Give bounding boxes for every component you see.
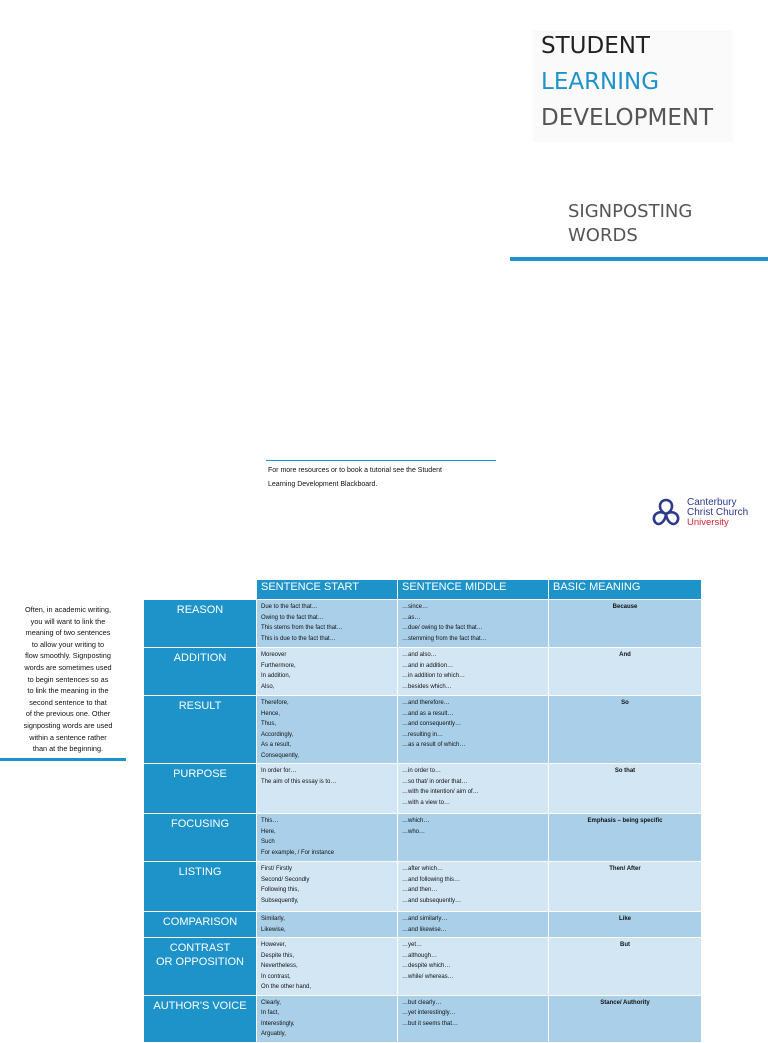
intro-line: of the previous one. Other <box>25 709 111 719</box>
sentence-start-phrase: Hence, <box>261 710 281 717</box>
document-title <box>568 200 692 248</box>
sentence-middle-phrase: …and as a result… <box>402 710 454 717</box>
title-underline <box>510 257 768 261</box>
sentence-start-cell <box>257 648 398 696</box>
sentence-start-phrase: In order for… <box>261 768 297 774</box>
intro-line: signposting words are used <box>23 720 113 730</box>
header-sentence-middle: SENTENCE MIDDLE <box>398 580 549 600</box>
sentence-start-phrase: Moreover <box>261 652 287 658</box>
sentence-start-phrase: The aim of this essay is to… <box>261 778 337 785</box>
row-category <box>144 696 257 764</box>
resources-divider <box>266 460 496 461</box>
row-category <box>144 862 257 912</box>
sentence-start-phrase: Also, <box>261 683 275 690</box>
row-category-label: ADDITION <box>173 652 227 664</box>
sentence-middle-phrase: …and likewise… <box>402 926 447 933</box>
sentence-start-phrase: This is due to the fact that… <box>261 635 336 642</box>
intro-line: to link the meaning in the <box>27 686 109 696</box>
university-emblem-icon <box>649 496 683 530</box>
row-category-label: OR OPPOSITION <box>155 956 244 968</box>
sentence-middle-phrase: …in addition to which… <box>402 673 466 679</box>
sentence-middle-phrase: …yet… <box>402 942 423 948</box>
sentence-middle-phrase: …yet interestingly… <box>402 1010 456 1016</box>
row-category-label: CONTRAST <box>169 942 231 954</box>
sentence-middle-phrase: …and in addition… <box>402 662 454 669</box>
sentence-middle-cell <box>398 995 549 1042</box>
brand-block <box>533 30 733 142</box>
sentence-middle-phrase: …but clearly… <box>402 999 442 1006</box>
sentence-middle-phrase: …although… <box>402 952 438 959</box>
row-category-label: RESULT <box>178 700 222 712</box>
logo-line2: Christ Church <box>687 507 749 518</box>
sentence-middle-phrase: …and following this… <box>402 876 461 883</box>
row-category-label: COMPARISON <box>162 916 238 928</box>
intro-divider <box>0 758 126 761</box>
sentence-start-cell <box>257 696 398 764</box>
intro-line: to begin sentences so as <box>27 674 109 684</box>
row-category-label: FOCUSING <box>170 818 230 830</box>
sentence-start-phrase: Consequently, <box>261 752 299 759</box>
sentence-start-phrase: Thus, <box>261 721 277 727</box>
sentence-start-phrase: In contrast, <box>261 973 291 980</box>
sentence-middle-cell <box>398 696 549 764</box>
sentence-middle-phrase: …and subsequently… <box>402 897 462 904</box>
document-title-line2: WORDS <box>568 225 638 246</box>
row-category <box>144 912 257 938</box>
sentence-middle-phrase: …and also… <box>402 652 437 658</box>
table-row <box>144 938 702 996</box>
sentence-start-cell <box>257 912 398 938</box>
basic-meaning-cell: Emphasis – being specific <box>549 814 702 862</box>
sentence-middle-cell <box>398 600 549 648</box>
sentence-start-phrase: As a result, <box>261 742 292 748</box>
table-row <box>144 814 702 862</box>
row-category-label: PURPOSE <box>173 768 227 780</box>
sentence-start-phrase: Here, <box>261 828 276 835</box>
sentence-start-cell <box>257 764 398 814</box>
sentence-start-phrase: Accordingly, <box>261 731 294 738</box>
sentence-start-phrase: Following this, <box>261 887 300 893</box>
sentence-middle-phrase: …and then… <box>402 887 438 893</box>
row-category-label: REASON <box>176 604 224 616</box>
header-basic-meaning: BASIC MEANING <box>549 580 702 600</box>
table-body <box>144 600 702 1043</box>
sentence-middle-cell <box>398 648 549 696</box>
sentence-middle-phrase: …since… <box>402 604 429 610</box>
sentence-middle-phrase: …after which… <box>402 866 444 872</box>
sentence-middle-phrase: …but it seems that… <box>402 1020 459 1027</box>
sentence-start-phrase: Owing to the fact that… <box>261 614 324 621</box>
signposting-table <box>143 579 702 1043</box>
sentence-start-phrase: In addition, <box>261 673 291 679</box>
brand-line-student: STUDENT <box>541 33 650 59</box>
intro-line: than at the beginning. <box>32 744 104 754</box>
sentence-start-phrase: First/ Firstly <box>261 866 292 872</box>
table-row <box>144 862 702 912</box>
sentence-start-phrase: Clearly, <box>261 999 281 1006</box>
sentence-middle-phrase: …as… <box>402 614 421 621</box>
basic-meaning-cell: Stance/ Authority <box>549 995 702 1042</box>
sentence-start-phrase: Furthermore, <box>261 662 296 669</box>
intro-line: Often, in academic writing, <box>25 605 111 614</box>
sentence-middle-phrase: …stemming from the fact that… <box>402 635 487 642</box>
sentence-middle-cell <box>398 938 549 996</box>
sentence-start-phrase: Similarly, <box>261 916 285 922</box>
intro-line: second sentence to that <box>29 697 107 707</box>
sentence-middle-cell <box>398 814 549 862</box>
sentence-start-phrase: Due to the fact that… <box>261 604 318 610</box>
row-category-label: LISTING <box>178 866 222 878</box>
sentence-middle-cell <box>398 862 549 912</box>
sentence-start-phrase: This… <box>261 818 279 824</box>
row-category <box>144 995 257 1042</box>
sentence-start-phrase: Therefore, <box>261 700 289 706</box>
basic-meaning-cell: Like <box>549 912 702 938</box>
brand-line-development: DEVELOPMENT <box>541 105 714 131</box>
resources-note <box>268 464 498 492</box>
basic-meaning-cell: Then/ After <box>549 862 702 912</box>
table-row <box>144 995 702 1042</box>
row-category <box>144 938 257 996</box>
table-row <box>144 600 702 648</box>
logo-line3: University <box>687 517 729 528</box>
sentence-start-cell <box>257 995 398 1042</box>
sentence-start-cell <box>257 862 398 912</box>
sentence-middle-phrase: …in order to… <box>402 768 442 774</box>
sentence-start-phrase: This stems from the fact that… <box>261 625 343 631</box>
sentence-middle-phrase: …besides which… <box>402 683 452 690</box>
sentence-start-phrase: Arguably, <box>261 1031 286 1037</box>
basic-meaning-cell: So <box>549 696 702 764</box>
sentence-middle-phrase: …despite which… <box>402 963 451 969</box>
row-category <box>144 600 257 648</box>
table-row <box>144 648 702 696</box>
sentence-start-phrase: For example, / For instance <box>261 849 335 856</box>
row-category-label: AUTHOR'S VOICE <box>153 999 247 1012</box>
resources-note-line2: Learning Development Blackboard. <box>268 481 378 488</box>
brand-line-learning: LEARNING <box>541 69 660 95</box>
resources-note-line1: For more resources or to book a tutorial see the Student <box>268 467 442 474</box>
sentence-middle-phrase: …while/ whereas… <box>402 973 454 980</box>
basic-meaning-cell: Because <box>549 600 702 648</box>
sentence-middle-phrase: …with the intention/ aim of… <box>402 789 479 795</box>
intro-line: within a sentence rather <box>29 732 107 742</box>
intro-line: you will want to link the <box>30 616 106 626</box>
table-corner <box>144 580 257 600</box>
sentence-middle-cell <box>398 912 549 938</box>
row-category <box>144 764 257 814</box>
sentence-start-phrase: Nevertheless, <box>261 963 298 969</box>
intro-line: flow smoothly. Signposting <box>25 651 111 661</box>
sentence-start-cell <box>257 814 398 862</box>
university-logo <box>649 496 761 530</box>
intro-line: to allow your writing to <box>31 639 105 649</box>
row-category <box>144 648 257 696</box>
sentence-middle-phrase: …with a view to… <box>402 799 451 806</box>
basic-meaning-cell: And <box>549 648 702 696</box>
sentence-middle-phrase: …as a result of which… <box>402 742 466 748</box>
intro-line: meaning of two sentences <box>25 628 111 638</box>
sentence-middle-phrase: …so that/ in order that… <box>402 778 468 785</box>
intro-line: words are sometimes used <box>24 662 112 672</box>
row-category <box>144 814 257 862</box>
table-row <box>144 764 702 814</box>
sentence-middle-phrase: …and similarly… <box>402 916 448 922</box>
sentence-start-phrase: Subsequently, <box>261 897 299 904</box>
sentence-middle-phrase: …and consequently… <box>402 721 462 727</box>
table-row <box>144 912 702 938</box>
basic-meaning-cell: But <box>549 938 702 996</box>
sentence-start-phrase: Such <box>261 839 275 845</box>
sentence-middle-phrase: …due/ owing to the fact that… <box>402 625 483 631</box>
basic-meaning-cell: So that <box>549 764 702 814</box>
table-header-row <box>144 580 702 600</box>
table-row <box>144 696 702 764</box>
document-title-line1: SIGNPOSTING <box>568 201 693 222</box>
intro-paragraph <box>12 604 124 755</box>
sentence-middle-cell <box>398 764 549 814</box>
sentence-middle-phrase: …and therefore… <box>402 700 450 706</box>
sentence-start-phrase: However, <box>261 942 287 948</box>
sentence-start-cell <box>257 938 398 996</box>
logo-line1: Canterbury <box>687 497 737 508</box>
sentence-start-phrase: Second/ Secondly <box>261 876 310 883</box>
sentence-start-phrase: Interestingly, <box>261 1020 295 1027</box>
sentence-start-phrase: Likewise, <box>261 926 286 933</box>
header-sentence-start: SENTENCE START <box>257 580 398 600</box>
sentence-middle-phrase: …which… <box>402 818 430 824</box>
sentence-start-phrase: Despite this, <box>261 952 295 959</box>
sentence-start-phrase: In fact, <box>261 1010 280 1016</box>
sentence-middle-phrase: …resulting in… <box>402 731 444 738</box>
sentence-start-phrase: On the other hand, <box>261 984 312 990</box>
sentence-start-cell <box>257 600 398 648</box>
sentence-middle-phrase: …who… <box>402 828 426 835</box>
